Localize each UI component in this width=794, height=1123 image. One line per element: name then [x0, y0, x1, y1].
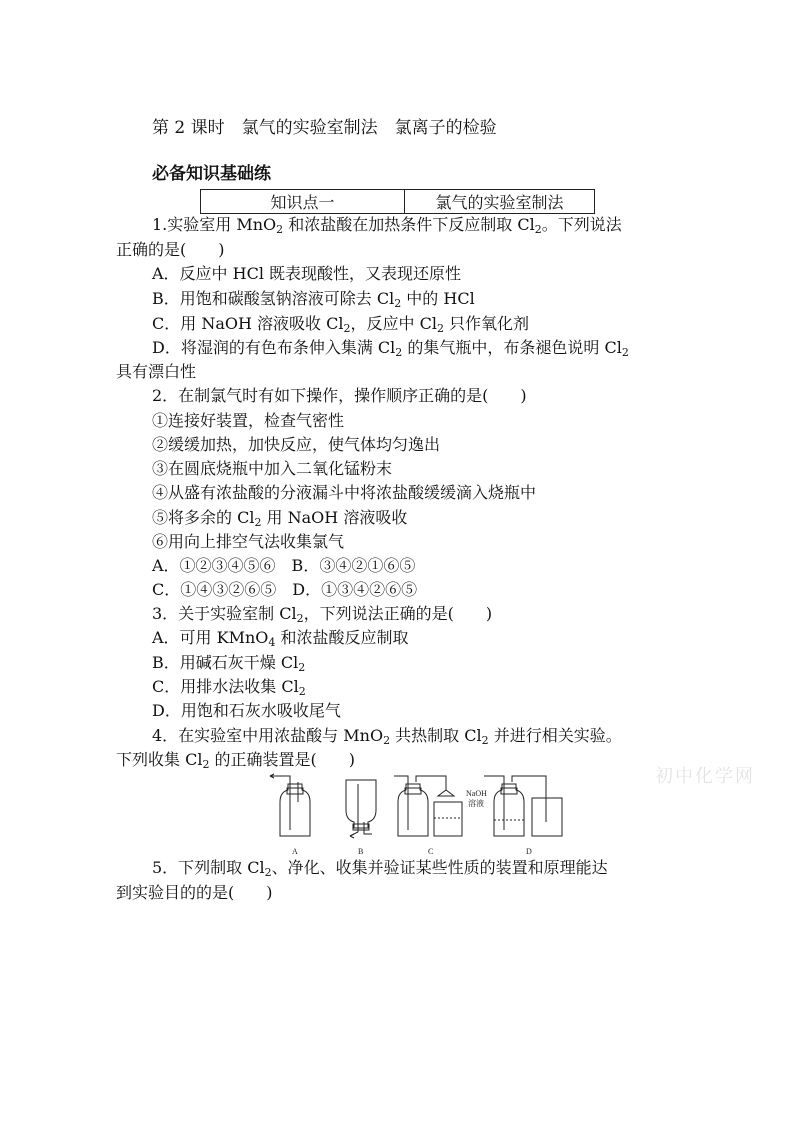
fig-label-b: B	[358, 847, 364, 856]
knowledge-point-label: 知识点一	[201, 190, 405, 214]
q3-option-d: D．用饱和石灰水吸收尾气	[152, 701, 341, 720]
q2-step-1: ①连接好装置，检查气密性	[152, 411, 345, 430]
q1-option-c: C．用 NaOH 溶液吸收 $Cl_2$，反应中 $Cl_2$ 只作氧化剂	[152, 314, 530, 335]
gas-collection-apparatus-figure	[268, 772, 568, 860]
q2-stem: 2．在制氯气时有如下操作，操作顺序正确的是( )	[152, 386, 527, 405]
apparatus-d	[484, 776, 562, 836]
q5-stem: 5．下列制取 $Cl_2$、净化、收集并验证某些性质的装置和原理能达	[152, 858, 608, 879]
q1-option-a: A．反应中 HCl 既表现酸性，又表现还原性	[152, 264, 462, 283]
q2-step-4: ④从盛有浓盐酸的分液漏斗中将浓盐酸缓缓滴入烧瓶中	[152, 483, 537, 502]
apparatus-a	[270, 774, 310, 836]
q4-stem-cont: 下列收集 $Cl_2$ 的正确装置是( )	[116, 750, 356, 771]
page-title: 第 2 课时 氯气的实验室制法 氯离子的检验	[152, 118, 497, 138]
fig-label-a: A	[292, 847, 298, 856]
q1-stem-cont: 正确的是( )	[116, 240, 225, 259]
q5-stem-cont: 到实验目的的是( )	[116, 883, 273, 902]
q2-step-2: ②缓缓加热，加快反应，使气体均匀逸出	[152, 435, 441, 454]
q2-step-6: ⑥用向上排空气法收集氯气	[152, 532, 345, 551]
q3-option-c: C．用排水法收集 $Cl_2$	[152, 677, 306, 698]
knowledge-point-topic: 氯气的实验室制法	[405, 190, 595, 214]
q1-option-d-cont: 具有漂白性	[116, 362, 197, 381]
naoh-solution-label: 溶液	[468, 799, 484, 808]
q2-options-ab: A．①②③④⑤⑥ B．③④②①⑥⑤	[152, 556, 416, 575]
q3-option-a: A．可用 KMnO$_4$ 和浓盐酸反应制取	[152, 628, 409, 649]
section-heading: 必备知识基础练	[152, 164, 271, 184]
apparatus-b	[346, 780, 376, 838]
q1-stem: 1.实验室用 MnO$_2$ 和浓盐酸在加热条件下反应制取 $Cl_2$。下列说法	[152, 215, 622, 236]
q2-options-cd: C．①④③②⑥⑤ D．①③④②⑥⑤	[152, 580, 418, 599]
q3-stem: 3．关于实验室制 $Cl_2$，下列说法正确的是( )	[152, 604, 493, 625]
q2-step-3: ③在圆底烧瓶中加入二氧化锰粉末	[152, 459, 393, 478]
q1-option-b: B．用饱和碳酸氢钠溶液可除去 $Cl_2$ 中的 HCl	[152, 289, 475, 310]
q4-stem: 4．在实验室中用浓盐酸与 MnO$_2$ 共热制取 $Cl_2$ 并进行相关实验。	[152, 726, 622, 747]
watermark: 初中化学网	[655, 766, 755, 787]
apparatus-c	[394, 776, 462, 836]
fig-label-d: D	[526, 847, 532, 856]
knowledge-point-table	[200, 189, 595, 214]
naoh-label: NaOH	[466, 789, 487, 798]
fig-label-c: C	[428, 847, 434, 856]
q2-step-5: ⑤将多余的 $Cl_2$ 用 NaOH 溶液吸收	[152, 508, 408, 529]
q1-option-d: D．将湿润的有色布条伸入集满 $Cl_2$ 的集气瓶中，布条褪色说明 $Cl_2$	[152, 338, 629, 359]
q3-option-b: B．用碱石灰干燥 $Cl_2$	[152, 653, 306, 674]
